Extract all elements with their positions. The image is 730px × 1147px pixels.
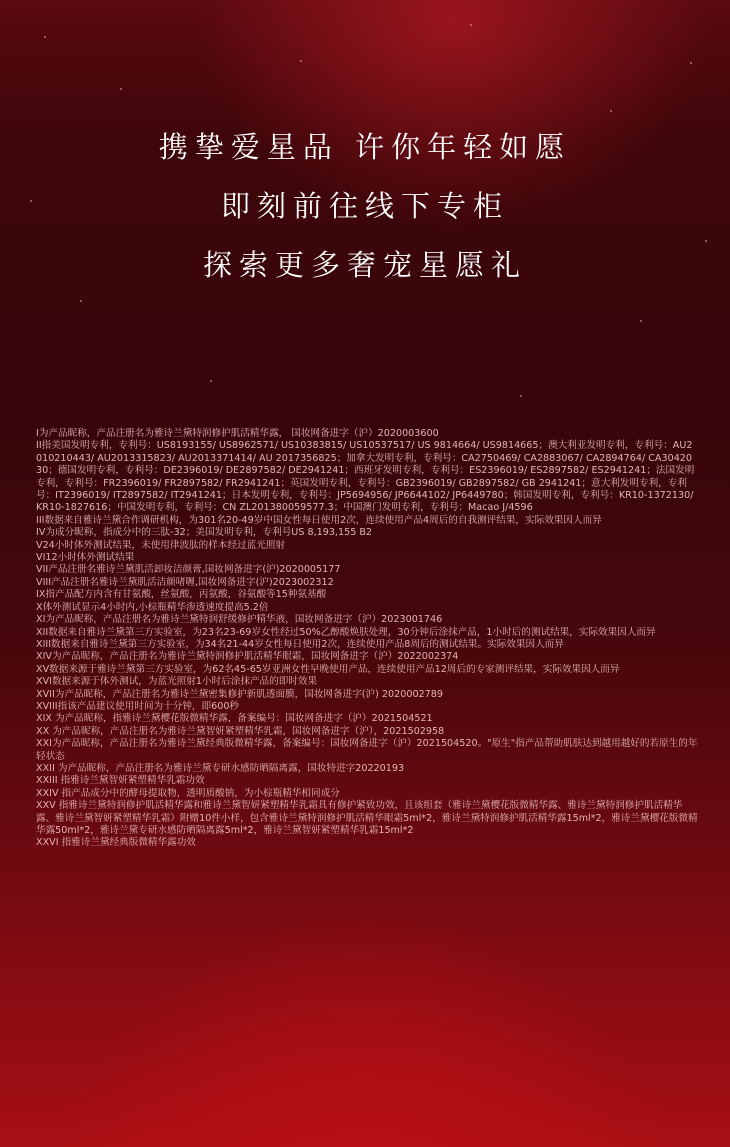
footnote: XV数据来源于雅诗兰黛第三方实验室，为62名45-65岁亚洲女性早晚使用产品，连续使用产品12周后的专家测评结果，实际效果因人而异 [36, 663, 620, 675]
footnote: XVII为产品昵称，产品注册名为雅诗兰黛密集修护新肌透面膜，国妆网备进字(沪) 2020002789 [36, 688, 443, 700]
footnote: XVIII指该产品建议使用时间为十分钟，即600秒 [36, 700, 240, 712]
footnote: XX 为产品昵称，产品注册名为雅诗兰黛智妍紧塑精华乳霜，国妆网备进字（沪），2021502958 [36, 725, 445, 737]
footnote: XIV为产品昵称，产品注册名为雅诗兰黛特润修护肌活精华眼霜，国妆网备进字（沪）2022002374 [36, 651, 459, 663]
footnote: XXIV 指产品成分中的酵母提取物，透明质酸钠，为小棕瓶精华相同成分 [36, 787, 340, 799]
footnote: X体外测试显示4小时内,小棕瓶精华渗透速度提高5.2倍 [36, 601, 269, 613]
footnote: XI为产品昵称，产品注册名为雅诗兰黛特润舒缓修护精华液，国妆网备进字（沪）2023001746 [36, 614, 443, 626]
footnote: II指美国发明专利，专利号：US8193155/ US8962571/ US10383815/ US10537517/ US 9814664/ US9814665；澳大利亚发明专利，专利号：AU2010210443/ AU2013315823/ AU2013371414/ AU 2017356825；加拿大发明专利，专利号：CA2750469/ CA2883067/ CA2894764/ CA3042030；德国发明专利，专利号：DE2396019/ DE2897582/ DE2941241；西班牙发明专利，专利号：ES2396019/ ES2897582/ ES2941241；法国发明专利，专利号：FR2396019/ FR2897582/ FR2941241；英国发明专利，专利号：GB2396019/ GB2897582/ GB 2941241；意大利发明专利，专利号：IT2396019/ IT2897582/ IT2941241；日本发明专利，专利号：JP5694956/ JP6644102/ JP6449780；韩国发明专利，专利号：KR10-1372130/ KR10-1827616；中国发明专利，专利号：CN ZL201380059577.3；中国澳门发明专利，专利号：Macao J/4596 [36, 440, 695, 514]
footnote: III数据来自雅诗兰黛合作调研机构，为301名20-49岁中国女性每日使用2次，连续使用产品4周后的自我测评结果，实际效果因人而异 [36, 514, 602, 526]
footnote: VII产品注册名雅诗兰黛肌活卸妆洁颜膏,国妆网备进字(沪)2020005177 [36, 564, 341, 576]
footnotes [36, 428, 698, 850]
footnote: XXI为产品昵称，产品注册名为雅诗兰黛经典版微精华露，备案编号：国妆网备进字（沪）2021504520。"原生"指产品帮助肌肤达到越用越好的若原生的年轻状态 [36, 738, 698, 762]
footnote: XII数据来自雅诗兰黛第三方实验室，为23名23-69岁女性经过50%乙醇酸焕肤处理，30分钟后涂抹产品，1小时后的测试结果，实际效果因人而异 [36, 626, 656, 638]
footnote: I为产品昵称，产品注册名为雅诗兰黛特润修护肌活精华露， 国妆网备进字（沪）2020003600 [36, 428, 439, 439]
footnote: VIII产品注册名雅诗兰黛肌活洁颜啫喱,国妆网备进字(沪)2023002312 [36, 576, 334, 588]
footnote: XXIII 指雅诗兰黛智妍紧塑精华乳霜功效 [36, 775, 205, 787]
footnote: IX指产品配方内含有甘氨酸，丝氨酸，丙氨酸，谷氨酸等15种氨基酸 [36, 589, 327, 601]
footnote: XXII 为产品昵称，产品注册名为雅诗兰黛专研水感防晒隔离露，国妆特进字20220193 [36, 762, 405, 774]
footnote: XXVI 指雅诗兰黛经典版微精华露功效 [36, 837, 196, 849]
footnote: XIX 为产品昵称，指雅诗兰黛樱花版微精华露，备案编号：国妆网备进字（沪）2021504521 [36, 713, 433, 725]
slogan-line-3: 探索更多奢宠星愿礼 [202, 248, 527, 282]
footnote: XVI数据来源于体外测试，为蓝光照射1小时后涂抹产品的即时效果 [36, 676, 318, 688]
footnote: XXV 指雅诗兰黛特润修护肌活精华露和雅诗兰黛智妍紧塑精华乳霜具有修护紧致功效，且该组套（雅诗兰黛樱花版微精华露、雅诗兰黛特润修护肌活精华露、雅诗兰黛智妍紧塑精华乳霜）附赠10件小样，包含雅诗兰黛特润修护肌活精华眼霜5ml*2，雅诗兰黛特润修护肌活精华露15ml*2，雅诗兰黛樱花版微精华露50ml*2，雅诗兰黛专研水感防晒隔离露5ml*2，雅诗兰黛智妍紧塑精华乳霜15ml*2 [36, 800, 698, 836]
slogan-line-1: 携挚爱星品 许你年轻如愿 [158, 130, 572, 164]
footnote: XIII数据来自雅诗兰黛第三方实验室，为34名21-44岁女性每日使用2次，连续使用产品8周后的测试结果。实际效果因人而异 [36, 638, 564, 650]
footnote: IV为成分昵称，指成分中的三肽-32；美国发明专利，专利号US 8,193,155 B2 [36, 527, 373, 539]
footnote: VI12小时体外测试结果 [36, 552, 135, 564]
slogan-line-2: 即刻前往线下专柜 [220, 189, 509, 223]
footnote: V24小时体外测试结果，未使用律波肽的样本经过蓝光照射 [36, 539, 286, 551]
